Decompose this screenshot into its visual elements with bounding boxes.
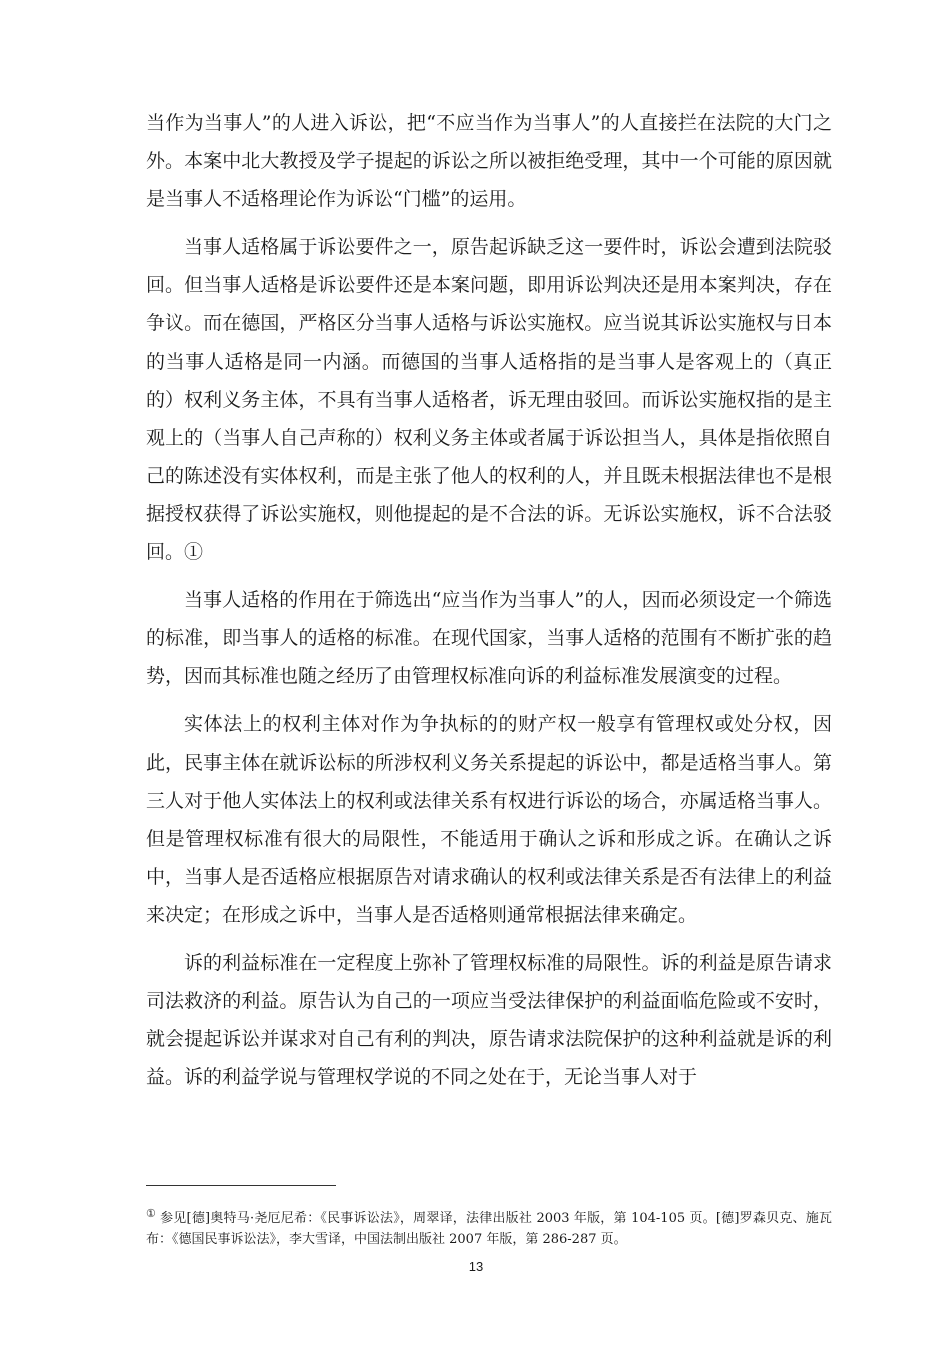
footnote-text: 参见[德]奥特马·尧厄尼希：《民事诉讼法》，周翠译，法律出版社 2003 年版，第 104-105 页。[德]罗森贝克、施瓦布：《德国民事诉讼法》，李大雪译，中国法制出版社 2007 年版，第 286-287 页。 (146, 1211, 832, 1247)
page-number: 13 (468, 1259, 484, 1274)
footnote-separator (146, 1185, 336, 1186)
paragraph-continuation: 当作为当事人”的人进入诉讼，把“不应当作为当事人”的人直接拦在法院的大门之外。本案中北大教授及学子提起的诉讼之所以被拒绝受理，其中一个可能的原因就是当事人不适格理论作为诉讼“门槛”的运用。 (146, 112, 832, 211)
page-body (146, 104, 832, 1106)
paragraph: 实体法上的权利主体对作为争执标的的财产权一般享有管理权或处分权，因此，民事主体在就诉讼标的所涉权利义务关系提起的诉讼中，都是适格当事人。第三人对于他人实体法上的权利或法律关系有权进行诉讼的场合，亦属适格当事人。但是管理权标准有很大的局限性，不能适用于确认之诉和形成之诉。在确认之诉中，当事人是否适格应根据原告对请求确认的权利或法律关系是否有法律上的利益来决定；在形成之诉中，当事人是否适格则通常根据法律来确定。 (146, 713, 832, 926)
footnote (146, 1208, 832, 1250)
paragraph: 当事人适格属于诉讼要件之一，原告起诉缺乏这一要件时，诉讼会遭到法院驳回。但当事人适格是诉讼要件还是本案问题，即用诉讼判决还是用本案判决，存在争议。而在德国，严格区分当事人适格与诉讼实施权。应当说其诉讼实施权与日本的当事人适格是同一内涵。而德国的当事人适格指的是当事人是客观上的（真正的）权利义务主体，不具有当事人适格者，诉无理由驳回。而诉讼实施权指的是主观上的（当事人自己声称的）权利义务主体或者属于诉讼担当人，具体是指依照自己的陈述没有实体权利，而是主张了他人的权利的人，并且既未根据法律也不是根据授权获得了诉讼实施权，则他提起的是不合法的诉。无诉讼实施权，诉不合法驳回。① (146, 236, 832, 564)
paragraph: 诉的利益标准在一定程度上弥补了管理权标准的局限性。诉的利益是原告请求司法救济的利益。原告认为自己的一项应当受法律保护的利益面临危险或不安时，就会提起诉讼并谋求对自己有利的判决，原告请求法院保护的这种利益就是诉的利益。诉的利益学说与管理权学说的不同之处在于，无论当事人对于 (146, 951, 832, 1089)
paragraph: 当事人适格的作用在于筛选出“应当作为当事人”的人，因而必须设定一个筛选的标准，即当事人的适格的标准。在现代国家，当事人适格的范围有不断扩张的趋势，因而其标准也随之经历了由管理权标准向诉的利益标准发展演变的过程。 (146, 589, 832, 688)
footnote-marker: ① (146, 1206, 157, 1220)
